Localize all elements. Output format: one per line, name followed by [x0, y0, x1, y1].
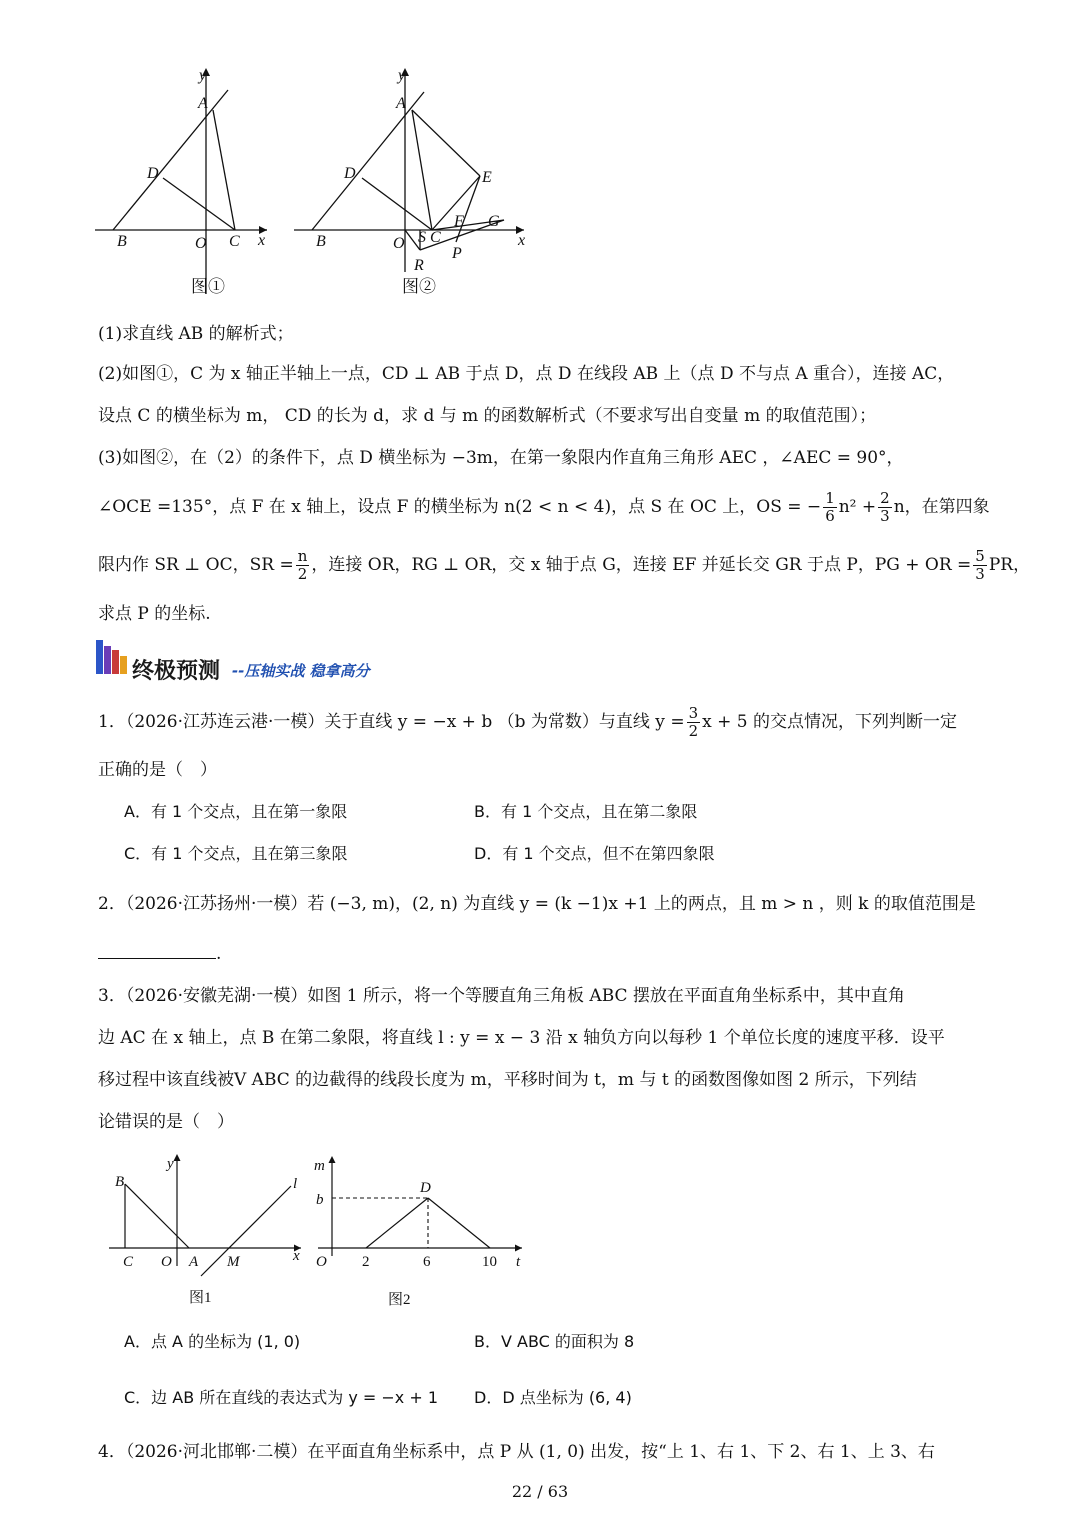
q3-line1: 3．（2026·安徽芜湖·一模）如图 1 所示，将一个等腰直角三角板 ABC 摆放在平面直角坐标系中，其中直角 [98, 986, 905, 1006]
fraction [823, 490, 837, 525]
text: 1．（2026·江苏连云港·一模）关于直线 y = −x + b （b 为常数）与直线 y = [98, 712, 685, 732]
fig1-label: O [195, 235, 207, 252]
text: n² + [838, 497, 877, 517]
denominator: 6 [825, 507, 835, 525]
q1-line1 [98, 705, 957, 740]
fig2-label: D [344, 165, 356, 182]
fraction [296, 548, 310, 583]
fig1-label: x [258, 232, 266, 249]
q3f2-label: m [314, 1158, 325, 1174]
q4-line1: 4．（2026·河北邯郸·二模）在平面直角坐标系中，点 P 从 (1, 0) 出发，按“上 1、右 1、下 2、右 1、上 3、右 [98, 1442, 935, 1462]
q3f2-label: 6 [423, 1254, 431, 1270]
fig2-label: F [454, 213, 464, 230]
q3f1-label: O [161, 1254, 172, 1270]
denominator: 2 [688, 722, 699, 740]
fig1-caption: 图① [191, 277, 225, 296]
prev-part3-line4: 求点 P 的坐标. [98, 604, 211, 624]
q3f1-label: A [189, 1254, 199, 1270]
q3-figure-2 [310, 1148, 535, 1318]
q3-fig1-caption: 图1 [189, 1290, 212, 1306]
q1-option-c[interactable]: C．有 1 个交点，且在第三象限 [124, 844, 348, 863]
fig2-label: y [398, 67, 406, 84]
denominator: 3 [880, 507, 890, 525]
fraction [973, 548, 987, 583]
q3-option-a[interactable]: A．点 A 的坐标为 (1, 0) [124, 1332, 301, 1351]
fig2-label: E [482, 169, 492, 186]
fig2-label: B [316, 233, 326, 250]
numerator: 3 [688, 704, 699, 722]
banner-title: 终极预测 [132, 659, 221, 684]
figure-1 [95, 62, 285, 302]
figure-2 [292, 62, 532, 302]
fig1-label: D [147, 165, 159, 182]
q1-option-a[interactable]: A．有 1 个交点，且在第一象限 [124, 802, 348, 821]
q3f2-label: t [516, 1254, 521, 1270]
q3f2-label: 2 [362, 1254, 370, 1270]
q3-line4: 论错误的是（ ） [98, 1112, 234, 1132]
q3f2-label: O [316, 1254, 327, 1270]
prev-part3-line1: (3)如图②，在（2）的条件下，点 D 横坐标为 −3m，在第一象限内作直角三角形 AEC ，∠AEC = 90°， [98, 448, 904, 468]
q3f2-label: b [316, 1192, 324, 1208]
q1-option-d[interactable]: D．有 1 个交点，但不在第四象限 [474, 844, 715, 863]
denominator: 3 [975, 565, 985, 583]
denominator: 2 [297, 565, 308, 583]
fig1-label: B [117, 233, 127, 250]
q3f2-label: 10 [482, 1254, 497, 1270]
answer-blank[interactable] [98, 942, 216, 959]
text: . [216, 944, 222, 964]
fig2-label: P [452, 245, 462, 262]
prev-part3-line2 [98, 490, 990, 525]
q3-line2: 边 AC 在 x 轴上，点 B 在第二象限，将直线 l : y = x − 3 沿 x 轴负方向以每秒 1 个单位长度的速度平移．设平 [98, 1028, 945, 1048]
text: n，在第四象 [893, 497, 990, 517]
prev-part3-line3 [98, 548, 1030, 583]
q3f1-label: l [293, 1176, 298, 1192]
numerator: n [297, 547, 308, 565]
fig2-label: G [488, 213, 500, 230]
text: ∠OCE =135°，点 F 在 x 轴上，设点 F 的横坐标为 n(2 < n < 4)，点 S 在 OC 上，OS = − [98, 497, 822, 517]
q3f1-label: B [115, 1174, 125, 1190]
page-number: 22 / 63 [511, 1482, 569, 1501]
numerator: 5 [975, 547, 985, 565]
q3-option-b[interactable]: B．V ABC 的面积为 8 [474, 1332, 635, 1351]
q3f1-label: y [167, 1156, 174, 1172]
fig2-label: S [418, 229, 426, 246]
fig2-label: R [414, 257, 424, 274]
text: x + 5 的交点情况，下列判断一定 [702, 712, 957, 732]
q3f2-label: D [420, 1180, 431, 1196]
q3-fig2-caption: 图2 [388, 1292, 411, 1308]
prev-part1: (1)求直线 AB 的解析式； [98, 324, 294, 344]
fig1-label: A [198, 95, 208, 112]
text: 限内作 SR ⊥ OC，SR = [98, 555, 294, 575]
t-arrow-icon [515, 1245, 522, 1252]
q3-figure-1 [105, 1148, 310, 1318]
fig2-label: A [396, 95, 406, 112]
q2-line1: 2．（2026·江苏扬州·一模）若 (−3, m)，(2, n) 为直线 y = (k −1)x +1 上的两点，且 m > n ，则 k 的取值范围是 [98, 894, 976, 914]
y-arrow-icon [174, 1154, 181, 1161]
fig2-label: C [430, 229, 441, 246]
q1-option-b[interactable]: B．有 1 个交点，且在第二象限 [474, 802, 698, 821]
q3f1-label: x [293, 1248, 300, 1264]
fig1-label: C [229, 233, 240, 250]
numerator: 1 [825, 489, 835, 507]
banner-books-icon [96, 636, 130, 676]
q2-answer-line[interactable] [98, 942, 221, 966]
fig2-caption: 图② [402, 277, 436, 296]
fraction [687, 705, 701, 740]
q3-option-c[interactable]: C．边 AB 所在直线的表达式为 y = −x + 1 [124, 1388, 439, 1407]
text: PR， [988, 555, 1031, 575]
fraction [878, 490, 892, 525]
q3-option-d[interactable]: D．D 点坐标为 (6, 4) [474, 1388, 632, 1407]
numerator: 2 [880, 489, 890, 507]
prev-part2-line2: 设点 C 的横坐标为 m， CD 的长为 d，求 d 与 m 的函数解析式（不要求写出自变量 m 的取值范围）； [98, 406, 877, 426]
q3f1-label: C [123, 1254, 134, 1270]
q3f1-label: M [227, 1254, 240, 1270]
text: ，连接 OR，RG ⊥ OR，交 x 轴于点 G，连接 EF 并延长交 GR 于点 P，PG + OR = [311, 555, 972, 575]
m-arrow-icon [329, 1156, 336, 1163]
prev-part2-line1: (2)如图①，C 为 x 轴正半轴上一点，CD ⊥ AB 于点 D，点 D 在线段 AB 上（点 D 不与点 A 重合），连接 AC， [98, 364, 955, 384]
fig2-label: O [393, 235, 405, 252]
q3-line3: 移过程中该直线被V ABC 的边截得的线段长度为 m，平移时间为 t，m 与 t 的函数图像如图 2 所示，下列结 [98, 1070, 917, 1090]
q1-line2: 正确的是（ ） [98, 760, 217, 780]
fig2-label: x [518, 232, 526, 249]
fig1-label: y [199, 67, 207, 84]
banner-subtitle: --压轴实战 稳拿高分 [232, 662, 370, 680]
